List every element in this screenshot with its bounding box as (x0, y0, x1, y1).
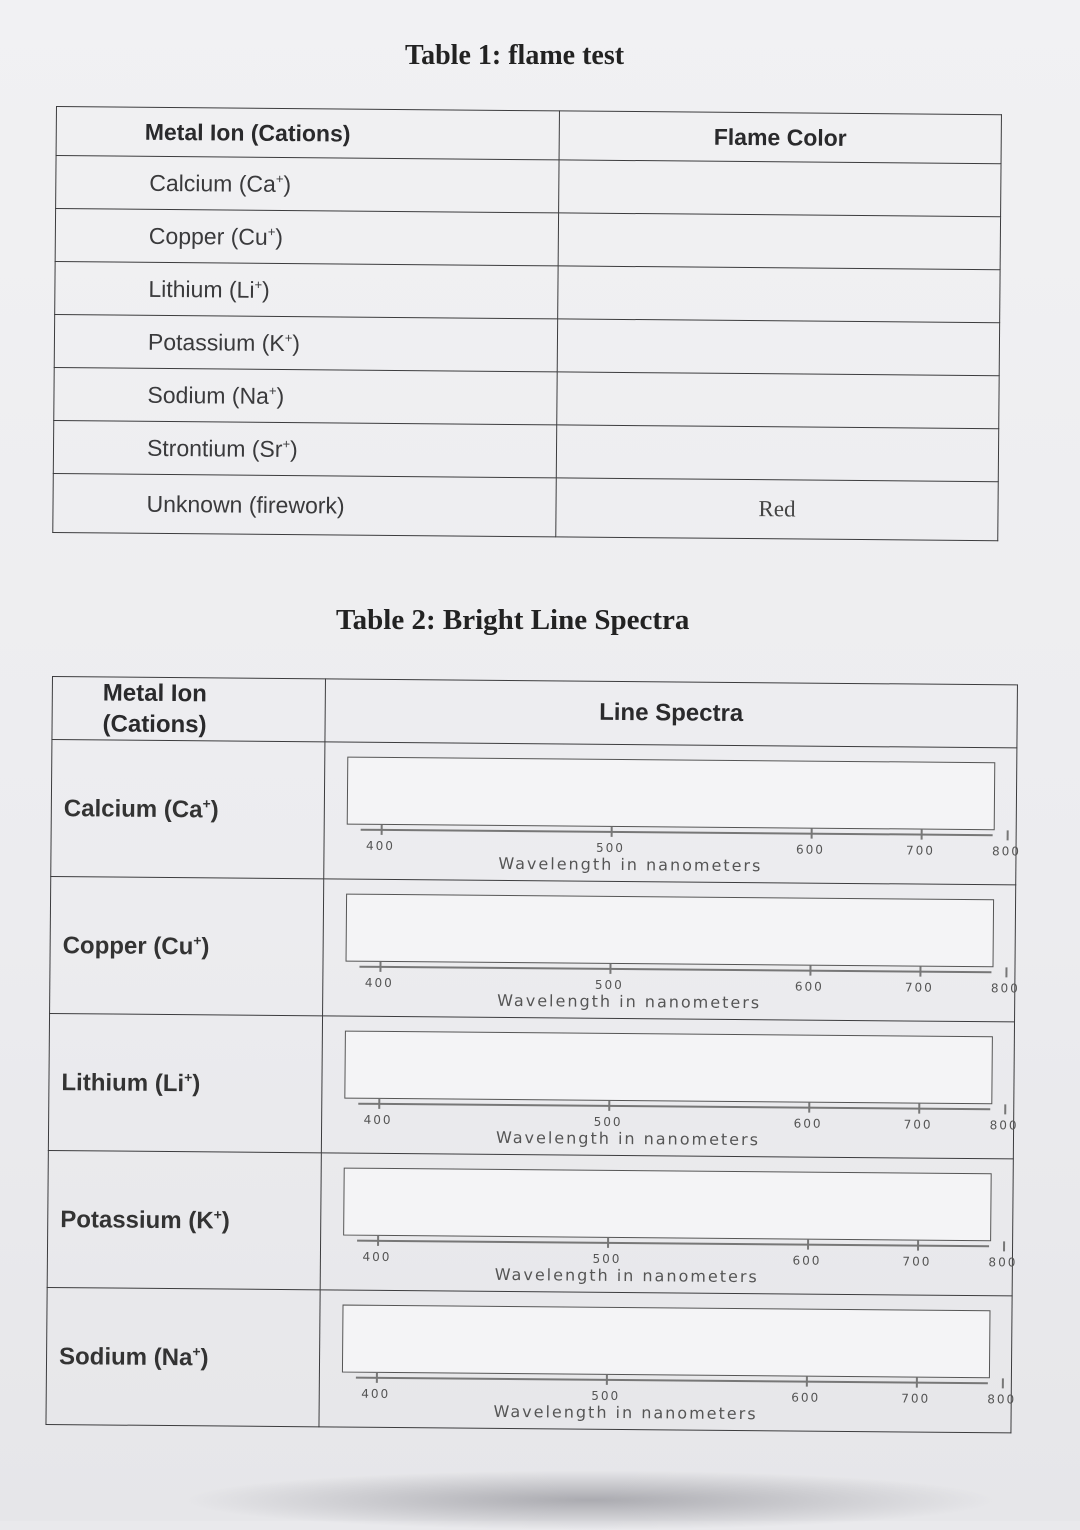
ion-charge: + (202, 794, 211, 811)
axis-title: Wavelength in nanometers (493, 1401, 758, 1424)
metal-ion-cell (48, 1013, 322, 1152)
axis-tick-label: 600 (796, 842, 826, 857)
ion-charge: + (192, 1342, 201, 1359)
axis-tick-label: 600 (792, 1253, 822, 1268)
table-row (51, 740, 1017, 885)
metal-ion-cell (54, 314, 557, 371)
closing-paren: ) (276, 382, 285, 409)
closing-paren: ) (201, 932, 210, 960)
table-row (47, 1150, 1013, 1295)
axis-title: Wavelength in nanometers (497, 990, 762, 1013)
closing-paren: ) (221, 1207, 230, 1235)
axis-tick-label: 800 (991, 844, 1022, 859)
table-header-row (56, 107, 1001, 164)
table-row (53, 420, 998, 481)
ion-charge: + (254, 276, 263, 292)
axis-tick (378, 1099, 380, 1109)
axis-tick (1003, 1241, 1005, 1251)
metal-ion-name: Copper (Cu (148, 222, 268, 250)
axis-tick-label: 400 (366, 838, 396, 853)
line-spectra-cell (319, 1290, 1017, 1433)
line-spectra-table (45, 676, 1022, 1433)
ion-charge: + (282, 435, 291, 451)
axis-tick (1004, 1104, 1006, 1114)
closing-paren: ) (210, 795, 219, 823)
axis-tick-label: 600 (794, 979, 824, 994)
axis-tick (607, 1238, 609, 1248)
metal-ion-name: Potassium (K (60, 1205, 214, 1234)
axis-title: Wavelength in nanometers (495, 1127, 761, 1150)
axis-tick-label: 500 (594, 977, 624, 993)
metal-ion-cell (46, 1287, 320, 1426)
table-row (54, 314, 999, 375)
axis-title: Wavelength in nanometers (498, 853, 763, 876)
flame-color-cell[interactable] (559, 160, 1001, 217)
spectrum-drawing-box[interactable] (343, 1168, 992, 1242)
flame-color-cell[interactable] (558, 213, 1000, 270)
metal-ion-cell (56, 156, 559, 213)
ion-charge: + (213, 1205, 222, 1223)
metal-ion-name: Calcium (Ca (63, 794, 203, 823)
axis-tick-label: 700 (902, 1254, 932, 1269)
axis-tick-label: 700 (903, 1117, 933, 1132)
header-line-spectra: Line Spectra (325, 679, 1018, 748)
axis-tick (376, 1373, 378, 1383)
line-spectra-cell (320, 1153, 1018, 1296)
metal-ion-cell (53, 420, 556, 477)
axis-tick (807, 1240, 809, 1250)
metal-ion-cell (50, 876, 324, 1015)
wavelength-axis (361, 829, 993, 837)
metal-ion-cell (53, 473, 556, 536)
line-spectra-rows (46, 740, 1022, 1433)
spectrum-drawing-box[interactable] (342, 1305, 991, 1379)
flame-color-cell[interactable] (557, 319, 999, 376)
ion-charge: + (193, 931, 202, 948)
table-row (50, 876, 1016, 1021)
closing-paren: ) (289, 435, 298, 462)
axis-tick (809, 966, 811, 976)
wavelength-axis (356, 1377, 988, 1385)
axis-tick-label: 400 (364, 975, 394, 990)
axis-tick (611, 827, 613, 837)
axis-tick (917, 1241, 919, 1251)
axis-title: Wavelength in nanometers (494, 1264, 759, 1287)
axis-tick (808, 1103, 810, 1113)
spectrum-drawing-box[interactable] (346, 894, 995, 968)
wavelength-axis (359, 966, 991, 974)
axis-tick-label: 400 (361, 1386, 391, 1401)
closing-paren: ) (292, 329, 301, 356)
axis-tick-label: 500 (593, 1114, 623, 1129)
axis-tick-label: 600 (793, 1116, 823, 1131)
axis-tick-label: 600 (791, 1390, 821, 1405)
axis-tick (381, 825, 383, 835)
metal-ion-name: Lithium (Li (61, 1068, 185, 1097)
spectrum-drawing-box[interactable] (344, 1031, 993, 1105)
ion-charge: + (275, 170, 284, 186)
table1-title: Table 1: flame test (405, 40, 625, 71)
axis-tick-label: 500 (592, 1251, 622, 1266)
axis-tick-label: 800 (988, 1255, 1018, 1270)
metal-ion-cell (51, 740, 325, 879)
table-row (56, 156, 1001, 217)
metal-ion-name: Calcium (Ca (149, 169, 276, 197)
header-metal-ion (52, 677, 326, 742)
closing-paren: ) (192, 1069, 201, 1097)
table2-title: Table 2: Bright Line Spectra (336, 604, 690, 636)
flame-color-cell[interactable] (558, 266, 1000, 323)
metal-ion-name: Strontium (Sr (146, 434, 283, 462)
flame-color-cell[interactable] (556, 425, 998, 482)
wavelength-axis (358, 1103, 990, 1111)
table-header-row (52, 677, 1018, 748)
axis-tick (918, 1104, 920, 1114)
axis-tick-label: 400 (363, 1112, 393, 1127)
table-row (55, 209, 1000, 270)
axis-tick-label: 400 (362, 1249, 392, 1264)
axis-tick (1007, 830, 1009, 840)
metal-ion-cell (47, 1150, 321, 1289)
closing-paren: ) (200, 1343, 209, 1371)
axis-tick-label: 700 (904, 980, 934, 995)
axis-tick (1005, 967, 1007, 977)
line-spectra-cell (321, 1016, 1019, 1159)
axis-tick (811, 829, 813, 839)
wavelength-axis (357, 1240, 989, 1248)
flame-color-cell[interactable]: Red (556, 478, 998, 541)
ion-charge: + (284, 329, 293, 345)
axis-tick-label: 700 (901, 1391, 931, 1406)
axis-tick (606, 1375, 608, 1385)
axis-tick (806, 1377, 808, 1387)
table-row (46, 1287, 1012, 1432)
metal-ion-name: Potassium (K (147, 328, 285, 356)
flame-test-table (52, 106, 1002, 541)
ion-charge: + (184, 1068, 193, 1085)
header-metal-ion: Metal Ion (Cations) (56, 107, 559, 160)
axis-tick-label: 800 (990, 981, 1020, 996)
axis-tick-label: 800 (989, 1118, 1019, 1133)
axis-tick (916, 1378, 918, 1388)
metal-ion-name: Sodium (Na (147, 381, 270, 409)
spectrum-drawing-box[interactable] (347, 757, 996, 831)
axis-tick (609, 964, 611, 974)
metal-ion-cell (55, 261, 558, 318)
axis-tick-label: 500 (591, 1388, 621, 1403)
flame-test-rows (53, 156, 1001, 541)
page-shadow (180, 1470, 1000, 1530)
axis-tick (1002, 1378, 1004, 1388)
metal-ion-name: Copper (Cu (62, 931, 194, 960)
axis-tick (919, 967, 921, 977)
table-row (55, 261, 1000, 322)
metal-ion-name: Unknown (firework) (146, 490, 345, 519)
closing-paren: ) (261, 276, 270, 303)
metal-ion-cell (55, 209, 558, 266)
line-spectra-cell (324, 742, 1022, 885)
table-row (48, 1013, 1014, 1158)
closing-paren: ) (283, 170, 292, 197)
axis-tick (379, 962, 381, 972)
table-row (54, 367, 999, 428)
table-row (53, 473, 998, 540)
axis-tick (921, 830, 923, 840)
metal-ion-cell (54, 367, 557, 424)
line-spectra-cell (323, 879, 1020, 1022)
axis-tick-label: 500 (596, 840, 626, 856)
metal-ion-name: Lithium (Li (148, 275, 255, 303)
header-metal-ion-text: Metal Ion (Cations) (102, 679, 207, 739)
closing-paren: ) (275, 223, 284, 250)
header-flame-color: Flame Color (559, 111, 1001, 164)
ion-charge: + (268, 382, 277, 398)
metal-ion-name: Sodium (Na (58, 1342, 193, 1371)
axis-tick (377, 1236, 379, 1246)
ion-charge: + (267, 223, 276, 239)
axis-tick (608, 1101, 610, 1111)
axis-tick-label: 700 (905, 843, 936, 858)
flame-color-cell[interactable] (557, 372, 999, 429)
axis-tick-label: 800 (987, 1392, 1017, 1407)
